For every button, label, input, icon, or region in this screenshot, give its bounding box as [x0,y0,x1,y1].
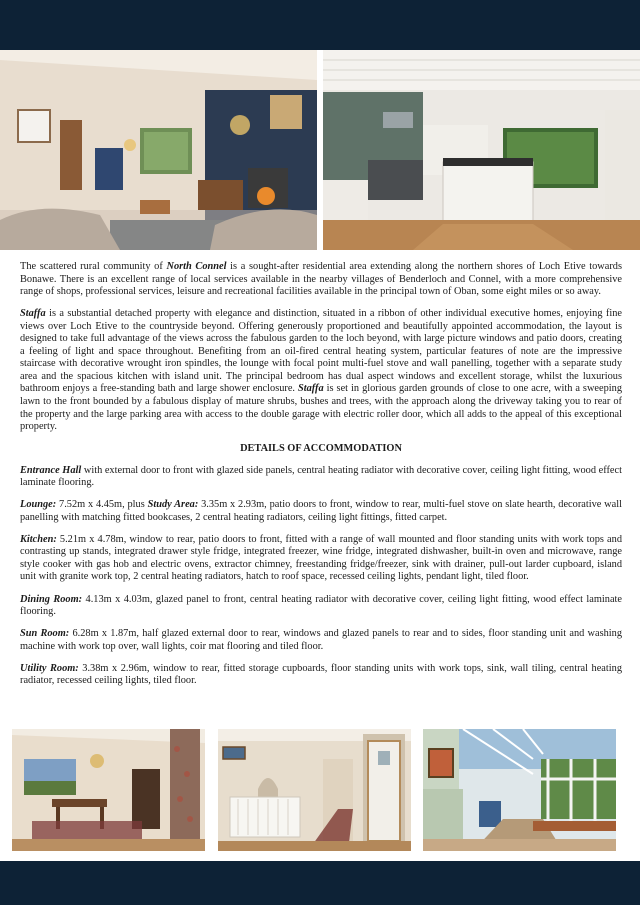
entrance-hall-text: with external door to front with glazed side panels, central heating radiator with decorative cover, ceiling light fitting, wood effect laminate flooring. [20,464,622,489]
kitchen-label: Kitchen: [20,533,57,545]
intro-paragraph [20,261,622,299]
kitchen-entry [20,534,622,584]
header-band [0,0,640,50]
lounge-label: Lounge: [20,499,57,511]
utility-room-label: Utility Room: [20,662,79,674]
lounge-text-1: 7.52m x 4.45m, plus [56,499,148,511]
sun-room-text: 6.28m x 1.87m, half glazed external door to rear, windows and glazed panels to rear and to sides, floor standing unit and washing machine with work top over, wall lights, coir mat flooring and tiled floor. [20,628,622,652]
kitchen-text: 5.21m x 4.78m, window to rear, patio doors to front, fitted with a range of wall mounted and floor standing units with work tops and contrasting up stands, integrated drawer style fridge, integrated freezer, wine fridge, integrated dishwasher, built-in oven and microwave, range style cooker with gas hob and electric ovens, extractor chimney, freestanding fridge/freezer, sink with drainer, pull-out larder cupboard, island unit with granite work top, 2 central heating radiators, hatch to roof space, recessed ceiling lights, pendant light, tiled floor. [20,533,622,583]
study-label: Study Area: [147,499,199,511]
property-name-2: Staffa [298,383,324,395]
lounge-text-2: 3.35m x 2.93m, patio doors to front, window to rear, multi-fuel stove on slate hearth, decorative wall panelling with matching fitted bookcases, 2 central heating radiators, ceiling light fittings, fitted carpet. [20,499,622,523]
place-name: North Connel [166,261,227,272]
intro-text-1: The scattered rural community of [20,261,167,272]
utility-room-entry [20,663,622,688]
property-paragraph [20,308,622,433]
hallway-photo [218,729,411,851]
lounge-entry [20,499,622,524]
lounge-photo [0,50,317,250]
entrance-hall-label: Entrance Hall [20,464,82,476]
dining-room-entry [20,594,622,619]
dining-room-text: 4.13m x 4.03m, glazed panel to front, central heating radiator with decorative cover, ceiling light fitting, wood effect laminate flooring. [20,593,622,618]
sun-room-photo [423,729,616,851]
property-text-2: is set in glorious garden grounds of close to one acre, with a sweeping lawn to the front bounded by a fabulous display of mature shrubs, bushes and trees, with the approach along the driveway taking you to rear of the property and the large parking area with access to the double garage with electric roller door, which all adds to the appeal of this exceptional property. [20,383,622,433]
property-text-1: is a substantial detached property with elegance and distinction, situated in a ribbon of other individual executive homes, enjoying fine views over Loch Etive to the countryside beyond. Offering generously proportioned and beautifully appointed accommodation, the layout is designed to take full advantage of the views across the fabulous garden to the loch beyond, with large picture windows and patio doors, creating a feeling of light and space throughout. Benefiting from an oil-fired central heating system, particular features of note are the impressive staircase with decorative wrought iron spindles, the lounge with focal point multi-fuel stove and wall panelling, together with a separate study area and the spacious kitchen with island unit. The principal bedroom has dual aspect windows and excellent storage, whilst the luxurious bathroom enjoys a free-standing bath and large shower enclosure. [20,308,622,395]
sun-room-entry [20,628,622,653]
intro-text-2: is a sought-after residential area extending along the northern shores of Loch Etive towards Bonawe. There is an excellent range of local services available in the nearby villages of Benderloch and Connel, with a more comprehensive range of shops, professional services, leisure and recreational facilities available in the principal town of Oban, some eight miles or so away. [20,261,623,298]
entrance-hall-entry [20,465,622,490]
footer-band [0,861,640,905]
kitchen-photo [323,50,640,250]
property-description [20,261,622,697]
sun-room-label: Sun Room: [20,628,70,640]
details-heading: DETAILS OF ACCOMMODATION [240,443,402,455]
dining-room-photo [12,729,205,851]
dining-room-label: Dining Room: [20,593,83,605]
utility-room-text: 3.38m x 2.96m, window to rear, fitted storage cupboards, floor standing units with work tops, sink, wall tiling, central heating radiator, recessed ceiling lights, tiled floor. [20,662,622,687]
property-name: Staffa [20,308,46,320]
